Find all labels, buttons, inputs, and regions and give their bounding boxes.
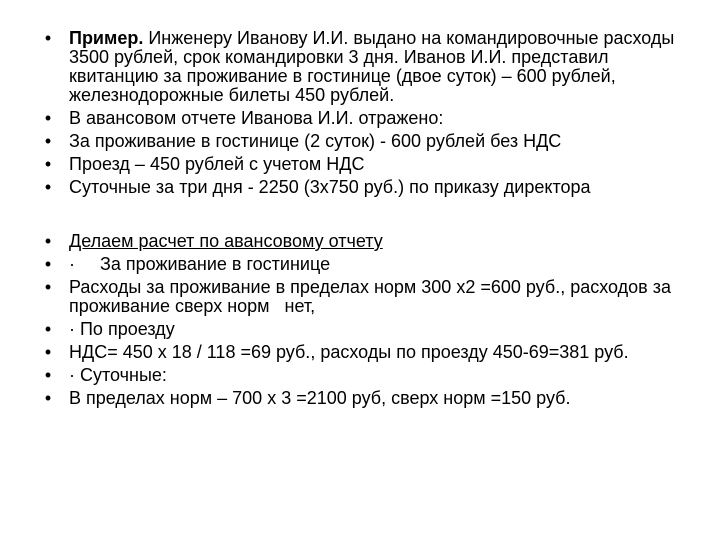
list-item [0, 255, 720, 274]
list-item [0, 366, 720, 385]
list-item-text: В авансовом отчете Иванова И.И. отражено: [69, 108, 444, 128]
list-item [0, 320, 720, 339]
bullet-marker: • [44, 342, 52, 362]
list-item [0, 132, 720, 151]
list-item [0, 155, 720, 174]
list-item-text: · По проезду [69, 319, 175, 339]
bullet-marker: • [44, 277, 52, 297]
list-item-text: В пределах норм – 700 х 3 =2100 руб, сверх норм =150 руб. [69, 388, 571, 408]
list-item-text: НДС= 450 х 18 / 118 =69 руб., расходы по проезду 450-69=381 руб. [69, 342, 629, 362]
example-text: Инженеру Иванову И.И. выдано на командировочные расходы 3500 рублей, срок командировки 3 дня. Иванов И.И. представил квитанцию за проживание в гостинице (двое суток) – 600 рублей, железнодорожные билеты 450 рублей. [69, 28, 675, 105]
bullet-marker: • [44, 254, 52, 274]
list-item-text: Суточные за три дня - 2250 (3х750 руб.) по приказу директора [69, 177, 591, 197]
list-item-text: Расходы за проживание в пределах норм 300 х2 =600 руб., расходов за проживание сверх норм нет, [69, 277, 676, 316]
list-item [0, 178, 720, 197]
calculation-bullet-list [0, 232, 720, 412]
bullet-marker: • [44, 154, 52, 174]
list-item-text: · Суточные: [69, 365, 167, 385]
list-item [0, 232, 720, 251]
list-item [0, 343, 720, 362]
bullet-marker: • [44, 365, 52, 385]
list-item [0, 29, 720, 105]
calculation-heading: Делаем расчет по авансовому отчету [69, 231, 383, 251]
bullet-marker: • [44, 319, 52, 339]
example-bullet-list [0, 29, 720, 201]
bullet-marker: • [44, 131, 52, 151]
list-item-text: Проезд – 450 рублей с учетом НДС [69, 154, 365, 174]
bullet-marker: • [44, 28, 52, 48]
bullet-marker: • [44, 388, 52, 408]
list-item-text: За проживание в гостинице (2 суток) - 600 рублей без НДС [69, 131, 562, 151]
bullet-marker: • [44, 108, 52, 128]
list-item [0, 278, 720, 316]
list-item-text: · За проживание в гостинице [69, 254, 331, 274]
bullet-marker: • [44, 177, 52, 197]
list-item [0, 109, 720, 128]
bullet-marker: • [44, 231, 52, 251]
list-item [0, 389, 720, 408]
example-label: Пример. [69, 28, 144, 48]
